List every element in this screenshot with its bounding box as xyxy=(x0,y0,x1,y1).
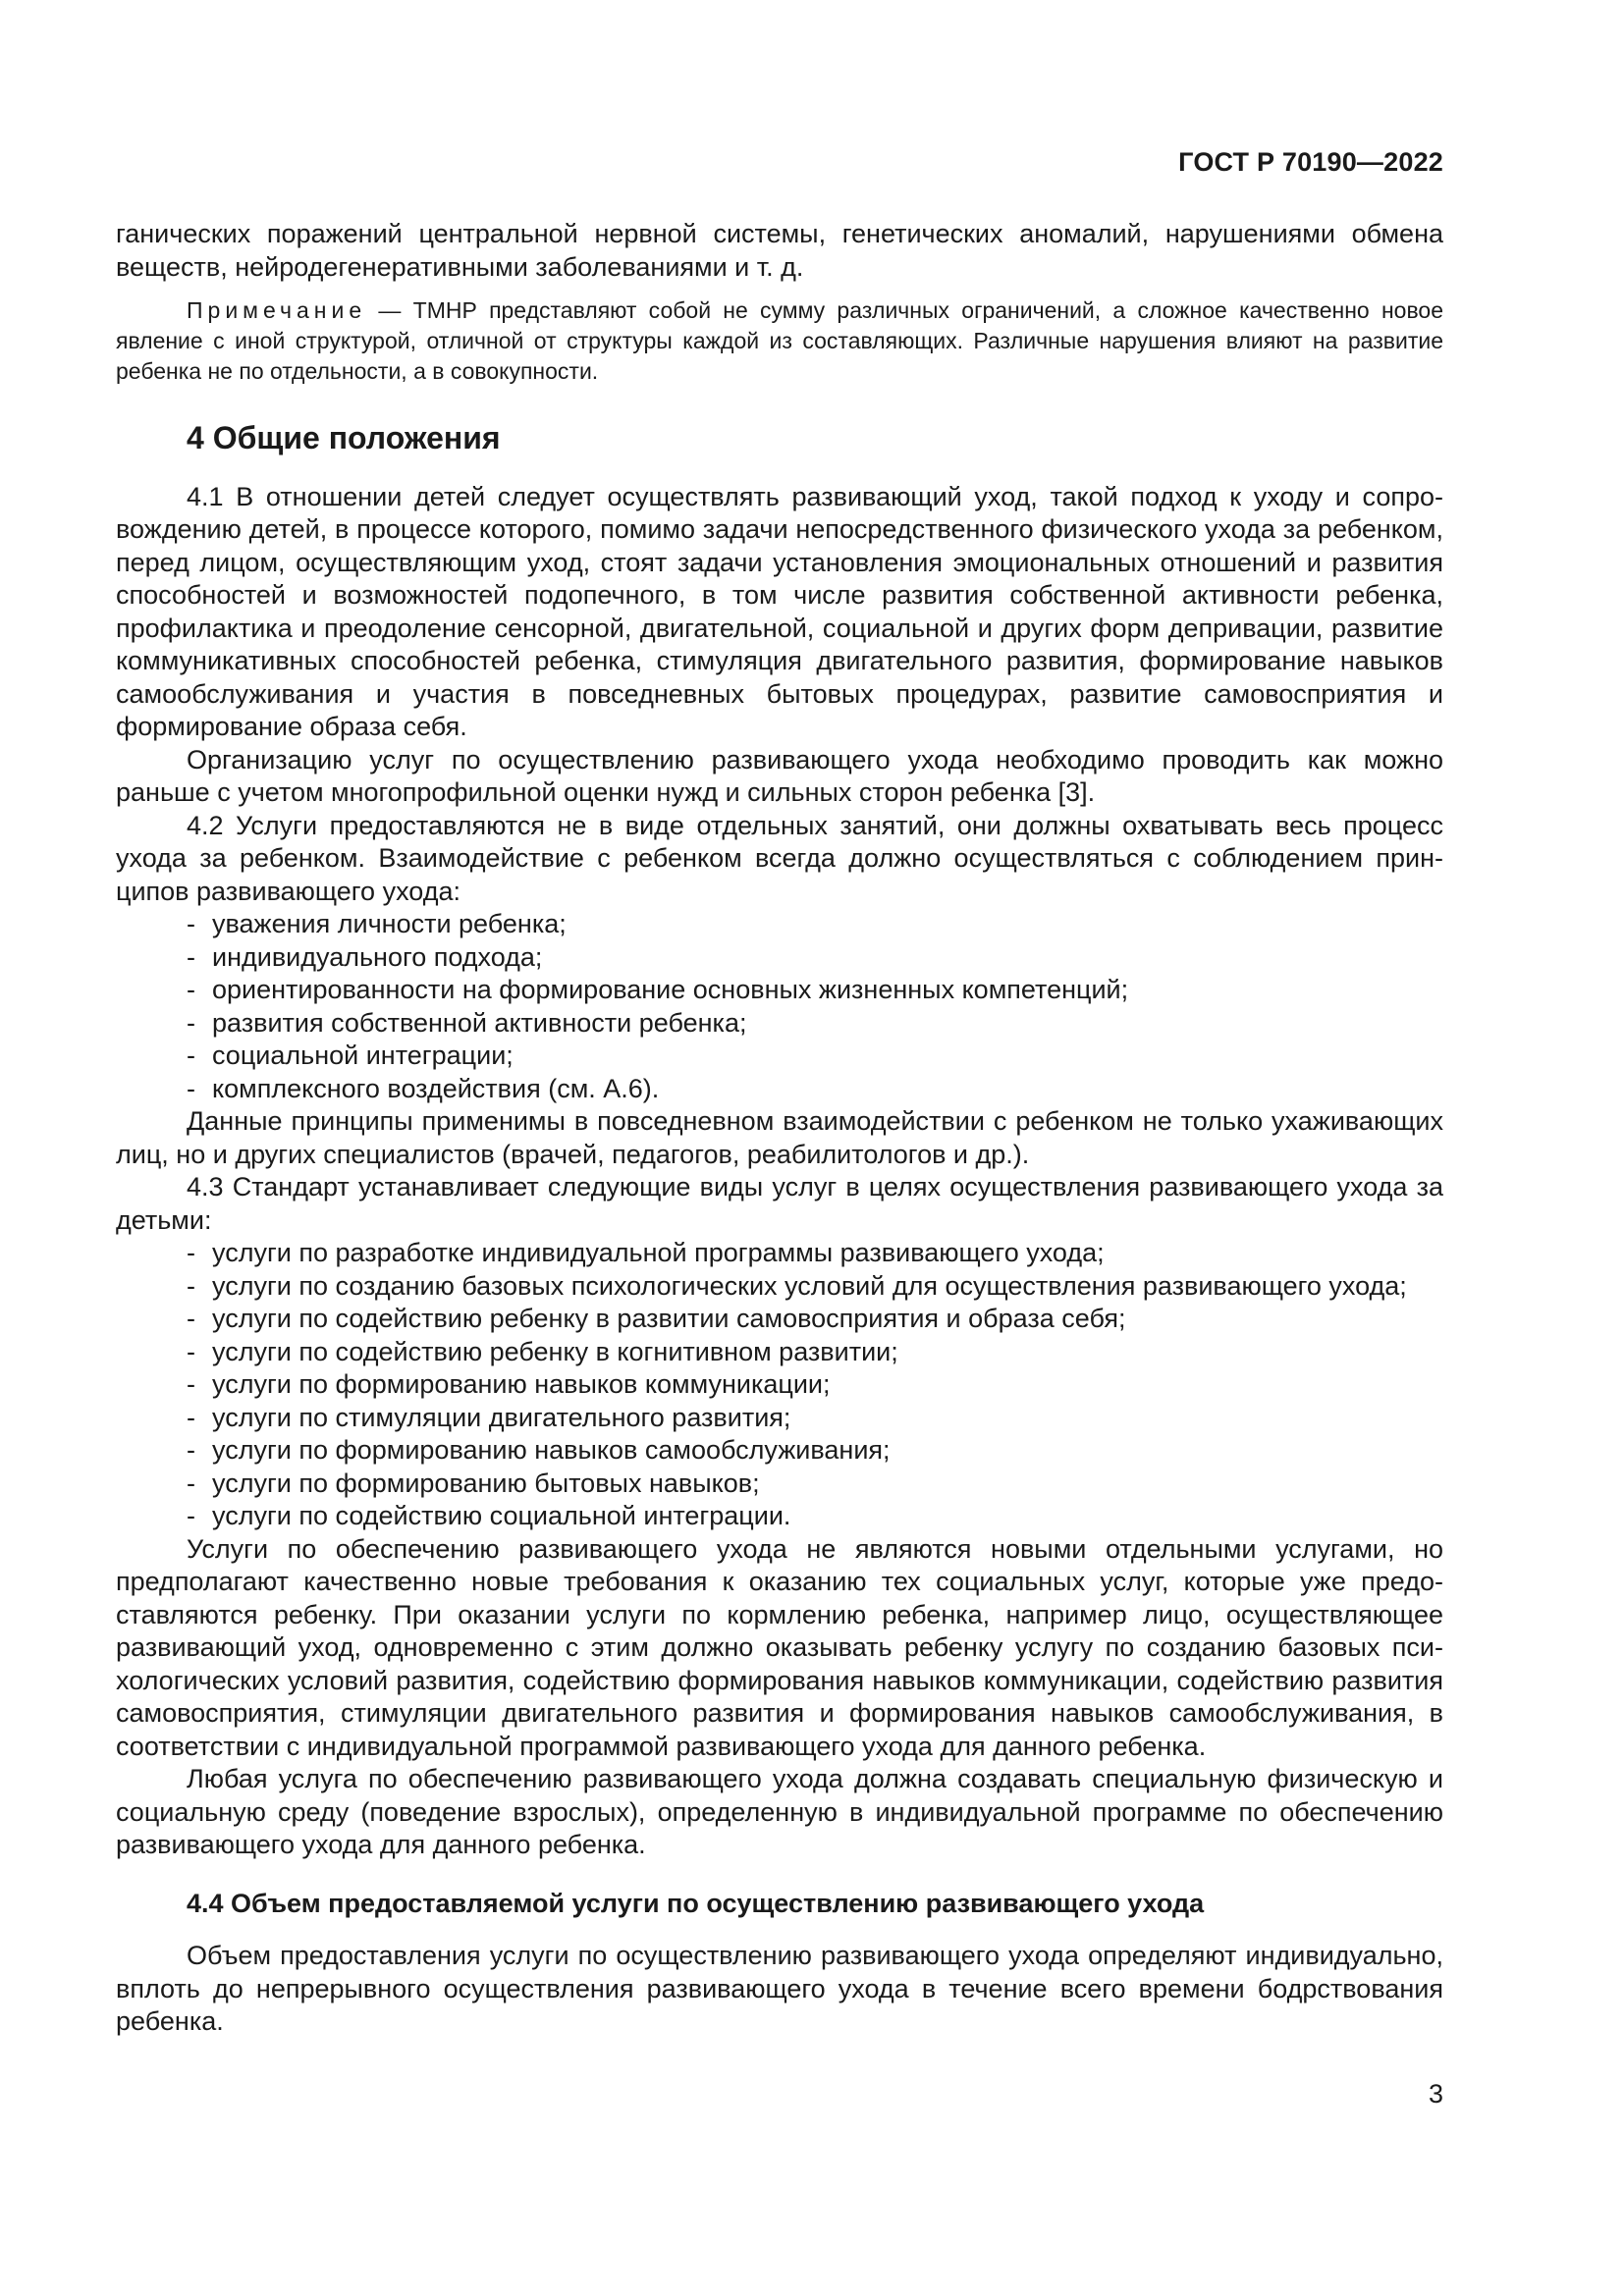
list-item: - развития собственной активности ребенка; xyxy=(187,1007,747,1038)
list-item: - услуги по формированию навыков коммуникации; xyxy=(187,1369,831,1399)
list-item: - услуги по формированию бытовых навыков; xyxy=(187,1468,760,1498)
list-item: - услуги по разработке индивидуальной программы развивающего ухода; xyxy=(187,1238,1105,1267)
list-item: - услуги по содействию ребенку в развитии самовосприятия и образа себя; xyxy=(187,1304,1126,1333)
subsection-4-4-heading: 4.4 Объем предоставляемой услуги по осуществлению развивающего ухода xyxy=(187,1888,1205,1918)
intro-continuation: ганических поражений центральной нервной системы, генетических аномалий, нарушениями обмена веществ, нейродегенеративными заболеваниями и т. д. xyxy=(116,219,1443,282)
paragraph-4-4: Объем предоставления услуги по осуществлению развивающего ухода определяют индивидуально, вплоть до непрерывного осуществления развивающего ухода в течение всего времени бодрствования ребенка. xyxy=(116,1941,1443,2036)
paragraph-4-1-continued: Организацию услуг по осуществлению развивающего ухода необходимо проводить как можно раньше с учетом многопрофильной оценки нужд и сильных сторон ребенка [3]. xyxy=(116,744,1443,807)
list-item: - услуги по формированию навыков самообслуживания; xyxy=(187,1435,891,1465)
paragraph-4-2-continued: Данные принципы применимы в повседневном взаимодействии с ребенком не только ухаживающих лиц, но и других специалистов (врачей, педагогов, реабилитологов и др.). xyxy=(116,1106,1443,1169)
note-text: — ТМНР представляют собой не сумму различных ограничений, а сложное качественно новое явление с иной структурой, отличной от структуры каждой из составляющих. Различные нарушения влияют на развитие ребенка не по отдельности, а в совокупности. xyxy=(116,297,1443,384)
note-label: Примечание xyxy=(187,297,367,323)
list-item: - услуги по содействию ребенку в когнитивном развитии; xyxy=(187,1336,898,1366)
note-paragraph xyxy=(116,295,1443,387)
list-item: - уважения личности ребенка; xyxy=(187,909,567,938)
list-item: - услуги по стимуляции двигательного развития; xyxy=(187,1402,791,1432)
document-id-header: ГОСТ Р 70190—2022 xyxy=(1178,147,1443,177)
paragraph-4-2: 4.2 Услуги предоставляются не в виде отдельных занятий, они должны охватывать весь процесс ухода за ребенком. Взаимодействие с ребенком всегда должно осуществляться с соблюдением принципов развивающего ухода: xyxy=(116,810,1443,906)
paragraph-4-3-final: Любая услуга по обеспечению развивающего ухода должна создавать специальную физическую и социальную среду (поведение взрослых), определенную в индивидуальной программе по обеспечению развивающего ухода для данного ребенка. xyxy=(116,1764,1443,1859)
paragraph-4-3: 4.3 Стандарт устанавливает следующие виды услуг в целях осуществления развивающего ухода за детьми: xyxy=(116,1172,1443,1235)
paragraph-4-1: 4.1 В отношении детей следует осуществлять развивающий уход, такой подход к уходу и сопровождению детей, в процессе которого, помимо задачи непосредственного физического ухода за ребенком, перед лицом, осуществляющим уход, стоят задачи установления эмоциональных отношений и развития способностей и возможностей подопечного, в том числе развития собственной активности ребенка, профилактика и преодоление сенсорной, двигательной, социальной и других форм депривации, развитие коммуникативных способностей ребенка, стимуляция двигательного развития, формирование навыков самообслуживания и участия в повседневных бытовых процедурах, развитие самовосприятия и формирование образа себя. xyxy=(116,481,1443,741)
section-4-heading: 4 Общие положения xyxy=(187,420,501,455)
list-item: - индивидуального подхода; xyxy=(187,941,543,972)
paragraph-4-3-continued: Услуги по обеспечению развивающего ухода не являются новыми отдельными услугами, но предполагают качественно новые требования к оказанию тех социальных услуг, которые уже предоставляются ребенку. При оказании услуги по кормлению ребенка, например лицо, осуществляющее развивающий уход, одновременно с этим должно оказывать ребенку услугу по созданию базовых психологических условий развития, содействию формирования навыков коммуникации, содействию развития самовосприятия, стимуляции двигательного развития и формирования навыков самообслуживания, в соответствии с индивидуальной программой развивающего ухода для данного ребенка. xyxy=(116,1533,1443,1761)
list-item: - социальной интеграции; xyxy=(187,1041,514,1070)
list-item: - комплексного воздействия (см. А.6). xyxy=(187,1073,660,1103)
document-body xyxy=(116,218,1443,2039)
services-list xyxy=(116,1237,1443,1533)
principles-list xyxy=(116,908,1443,1105)
list-item: - услуги по содействию социальной интеграции. xyxy=(187,1501,791,1530)
page-number: 3 xyxy=(1428,2079,1443,2109)
list-item: - услуги по созданию базовых психологических условий для осуществления развивающего ухода; xyxy=(187,1270,1407,1301)
list-item: - ориентированности на формирование основных жизненных компетенций; xyxy=(187,975,1129,1004)
